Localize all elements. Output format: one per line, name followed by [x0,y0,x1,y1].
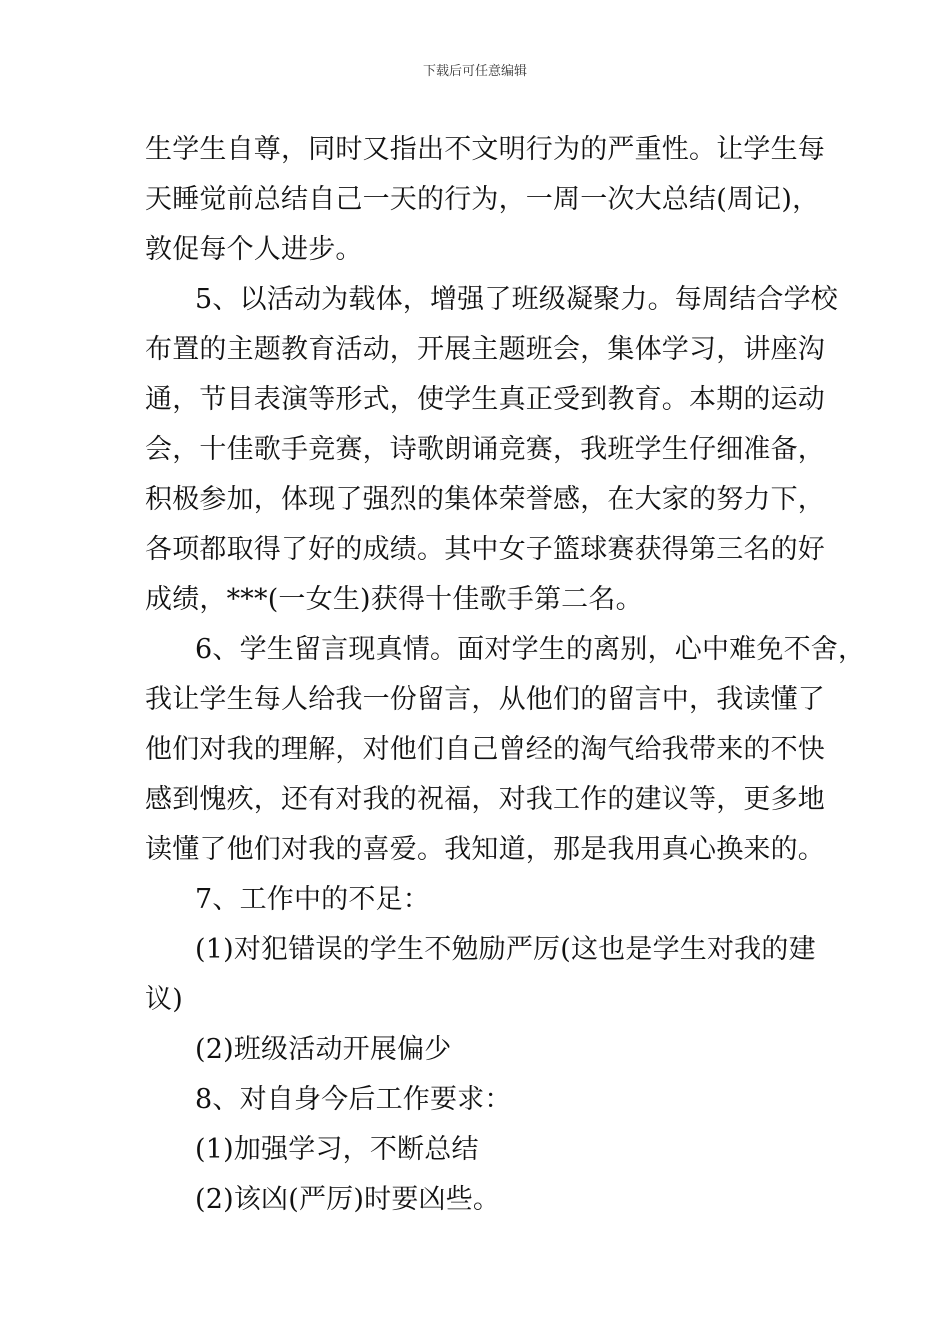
text-line: 感到愧疚，还有对我的祝福，对我工作的建议等，更多地 [145,784,825,815]
text-line: 6、学生留言现真情。面对学生的离别，心中难免不舍， [195,634,866,665]
text-line: 通，节目表演等形式，使学生真正受到教育。本期的运动 [145,384,825,415]
text-line: 7、工作中的不足： [195,884,430,915]
text-line: (1)对犯错误的学生不勉励严厉(这也是学生对我的建 [195,934,816,965]
text-line: 各项都取得了好的成绩。其中女子篮球赛获得第三名的好 [145,534,825,565]
text-line: 会，十佳歌手竞赛，诗歌朗诵竞赛，我班学生仔细准备， [145,434,825,465]
page-header: 下载后可任意编辑 [422,64,527,79]
text-line: (2)该凶(严厉)时要凶些。 [195,1184,501,1215]
text-line: 5、以活动为载体，增强了班级凝聚力。每周结合学校 [195,284,838,315]
text-line: (2)班级活动开展偏少 [195,1034,452,1065]
text-line: (1)加强学习，不断总结 [195,1134,479,1165]
text-line: 8、对自身今后工作要求： [195,1084,512,1115]
text-line: 成绩，***(一女生)获得十佳歌手第二名。 [145,584,643,615]
text-line: 议) [145,984,183,1015]
text-line: 读懂了他们对我的喜爱。我知道，那是我用真心换来的。 [145,834,825,865]
text-line: 天睡觉前总结自己一天的行为，一周一次大总结(周记)， [145,184,820,215]
text-line: 他们对我的理解，对他们自己曾经的淘气给我带来的不快 [145,734,825,765]
text-line: 敦促每个人进步。 [145,234,363,265]
text-line: 我让学生每人给我一份留言，从他们的留言中，我读懂了 [145,684,825,715]
text-line: 生学生自尊，同时又指出不文明行为的严重性。让学生每 [145,134,825,165]
text-line: 布置的主题教育活动，开展主题班会，集体学习，讲座沟 [145,334,825,365]
text-line: 积极参加，体现了强烈的集体荣誉感，在大家的努力下， [145,484,825,515]
